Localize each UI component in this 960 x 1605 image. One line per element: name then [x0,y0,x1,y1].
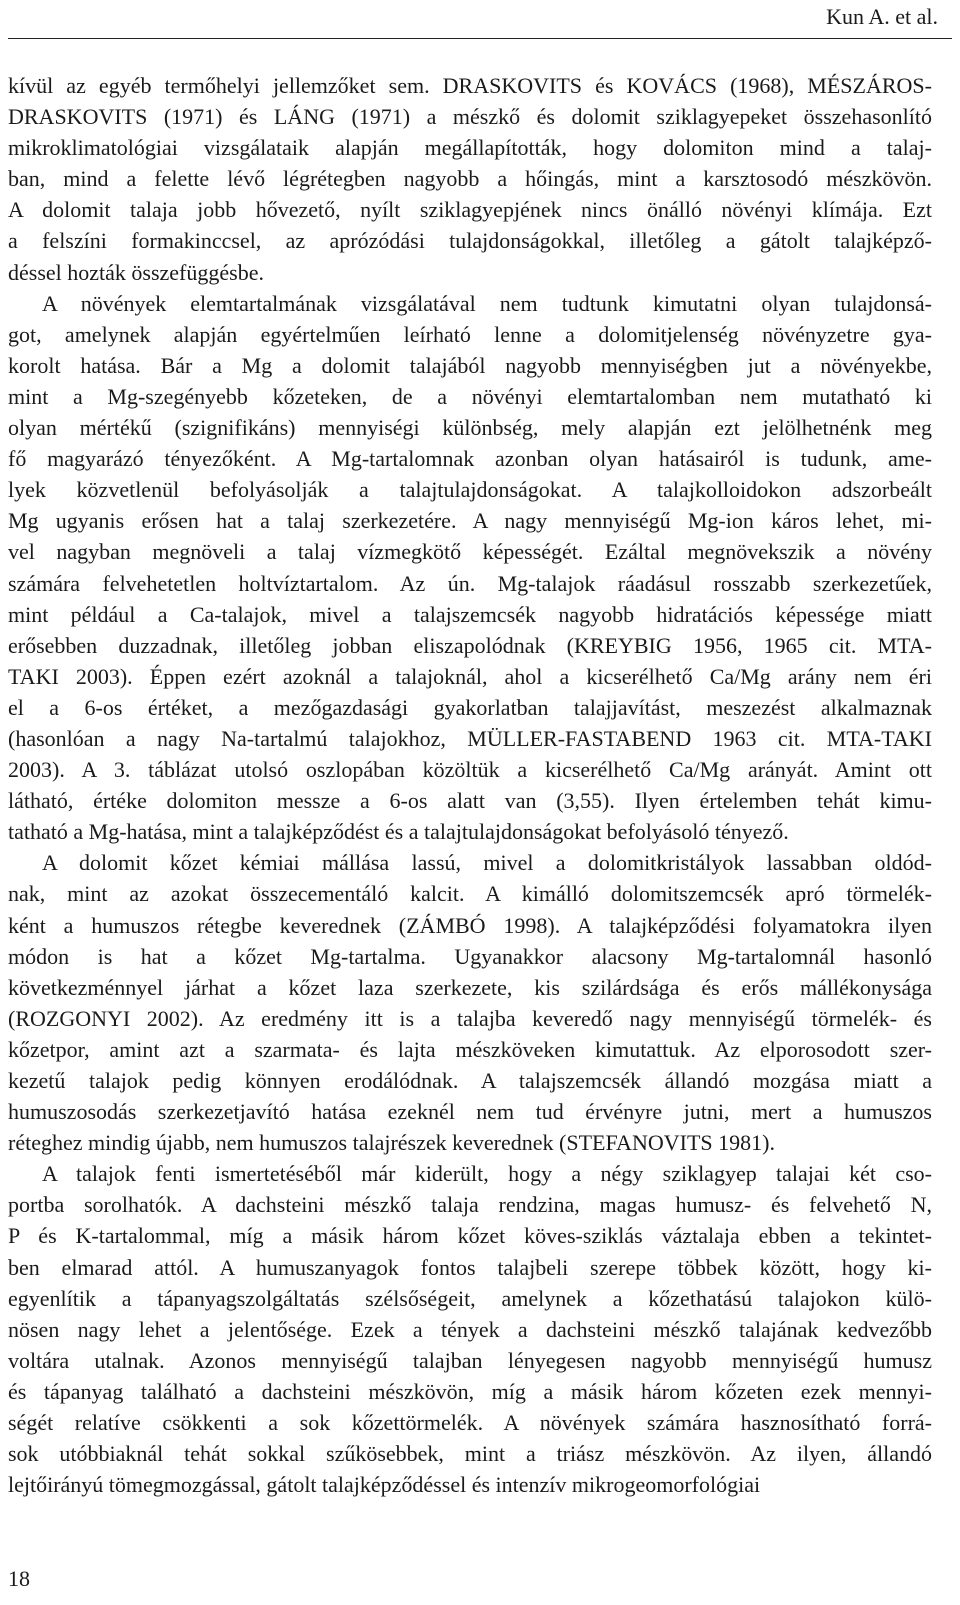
text-line: Mg ugyanis erősen hat a talaj szerkezetére. A nagy mennyiségű Mg-ion káros lehet, mi- [8,508,932,534]
text-line: a felszíni formakinccsel, az aprózódási tulajdonságokkal, illetőleg a gátolt talajképző- [8,228,932,254]
text-line: 2003). A 3. táblázat utolsó oszlopában közöltük a kicserélhető Ca/Mg arányát. Amint ott [8,757,932,783]
text-line: A dolomit talaja jobb hővezető, nyílt sziklagyepjének nincs önálló növényi klímája. Ezt [8,197,932,223]
text-line: mint például a Ca-talajok, mivel a talajszemcsék nagyobb hidratációs képessége miatt [8,601,932,627]
text-line: kívül az egyéb termőhelyi jellemzőket sem. DRASKOVITS és KOVÁCS (1968), MÉSZÁROS- [8,73,932,98]
text-line: A dolomit kőzet kémiai mállása lassú, mivel a dolomitkristályok lassabban oldód- [42,850,932,876]
text-line: ként a humuszos rétegbe keverednek (ZÁMBÓ 1998). A talajképződési folyamatokra ilyen [8,912,932,938]
text-line: got, amelynek alapján egyértelműen leírható lenne a dolomitjelenség növényzetre gya- [8,321,932,347]
text-line: olyan mértékű (szignifikáns) mennyiségi különbség, mely alapján ezt jelölhetnénk meg [8,415,932,441]
text-line: következménnyel járhat a kőzet laza szerkezete, kis szilárdsága és erős mállékonysága [8,974,932,1000]
text-line: nösen nagy lehet a jelentősége. Ezek a tények a dachsteini mészkő talajának kedvezőbb [8,1316,932,1342]
text-line: korolt hatása. Bár a Mg a dolomit talajából nagyobb mennyiségben jut a növényekbe, [8,352,932,378]
text-line: mint a Mg-szegényebb kőzeteken, de a növényi elemtartalomban nem mutatható ki [8,383,932,409]
page-number: 18 [8,1566,30,1591]
text-line: déssel hozták összefüggésbe. [8,259,264,285]
text-line: ségét relatíve csökkenti a sok kőzettörmelék. A növények számára hasznosítható forrá- [8,1410,932,1436]
text-line: egyenlítik a tápanyagszolgáltatás szélsőségeit, amelynek a kőzethatású talajokon külö- [8,1285,932,1311]
text-line: sok utóbbiaknál tehát sokkal szűkösebbek, mint a triász mészkövön. Az ilyen, állandó [8,1441,932,1467]
text-line: (ROZGONYI 2002). Az eredmény itt is a talajba keveredő nagy mennyiségű törmelék- és [8,1005,932,1031]
text-line: A talajok fenti ismertetéséből már kiderült, hogy a négy sziklagyep talajai két cso- [42,1161,932,1187]
text-line: fő magyarázó tényezőként. A Mg-tartalomnak azonban olyan hatásairól is tudunk, ame- [8,446,932,472]
text-line: kőzetpor, amint azt a szarmata- és lajta mészköveken kimutattuk. Az elporosodott szer- [8,1036,932,1062]
text-line: módon is hat a kőzet Mg-tartalma. Ugyanakkor alacsony Mg-tartalomnál hasonló [8,943,932,969]
running-head: Kun A. et al. [826,4,938,29]
text-line: vel nagyban megnöveli a talaj vízmegkötő képességét. Ezáltal megnövekszik a növény [8,539,932,565]
text-line: ban, mind a felette lévő légrétegben nagyobb a hőingás, mint a karsztosodó mészkövön. [8,166,932,192]
text-line: A növények elemtartalmának vizsgálatával nem tudtunk kimutatni olyan tulajdonsá- [42,290,932,316]
text-line: humuszosodás szerkezetjavító hatása ezeknél nem tud érvényre jutni, mert a humuszos [8,1099,932,1125]
body-text [8,70,932,1500]
text-line: és tápanyag található a dachsteini mészkövön, míg a másik három kőzeten ezek mennyi- [8,1378,932,1404]
text-line: DRASKOVITS (1971) és LÁNG (1971) a mészkő és dolomit sziklagyepeket összehasonlító [8,104,932,130]
text-line: réteghez mindig újabb, nem humuszos talajrészek keverednek (STEFANOVITS 1981). [8,1130,775,1156]
text-line: erősebben duzzadnak, illetőleg jobban eliszapolódnak (KREYBIG 1956, 1965 cit. MTA- [8,632,932,658]
text-line: kezetű talajok pedig könnyen erodálódnak. A talajszemcsék állandó mozgása miatt a [8,1068,932,1093]
text-line: lyek közvetlenül befolyásolják a talajtulajdonságokat. A talajkolloidokon adszorbeált [8,477,932,503]
text-line: TAKI 2003). Éppen ezért azoknál a talajoknál, ahol a kicserélhető Ca/Mg arány nem éri [8,663,932,689]
text-line: (hasonlóan a nagy Na-tartalmú talajokhoz, MÜLLER-FASTABEND 1963 cit. MTA-TAKI [8,725,932,751]
text-line: voltára utalnak. Azonos mennyiségű talajban lényegesen nagyobb mennyiségű humusz [8,1347,932,1373]
text-line: tatható a Mg-hatása, mint a talajképződést és a talajtulajdonságokat befolyásoló tényező. [8,819,789,845]
text-line: el a 6-os értéket, a mezőgazdasági gyakorlatban talajjavítást, meszezést alkalmaznak [8,694,932,720]
header-rule [8,38,952,39]
text-line: P és K-tartalommal, míg a másik három kőzet köves-sziklás váztalaja ebben a tekintet- [8,1223,932,1249]
text-line: számára felvehetetlen holtvíztartalom. Az ún. Mg-talajok ráadásul rosszabb szerkezetűek, [8,570,932,596]
text-line: látható, értéke dolomiton messze a 6-os alatt van (3,55). Ilyen értelemben tehát kimu- [8,788,932,814]
text-line: ben elmarad attól. A humuszanyagok fontos talajbeli szerepe többek között, hogy ki- [8,1254,932,1280]
text-line: portba sorolhatók. A dachsteini mészkő talaja rendzina, magas humusz- és felvehető N, [8,1192,932,1218]
text-line: mikroklimatológiai vizsgálataik alapján megállapították, hogy dolomiton mind a talaj- [8,135,932,161]
text-line: nak, mint az azokat összecementáló kalcit. A kimálló dolomitszemcsék apró törmelék- [8,881,932,907]
text-line: lejtőirányú tömegmozgással, gátolt talajképződéssel és intenzív mikrogeomorfológiai [8,1472,761,1498]
